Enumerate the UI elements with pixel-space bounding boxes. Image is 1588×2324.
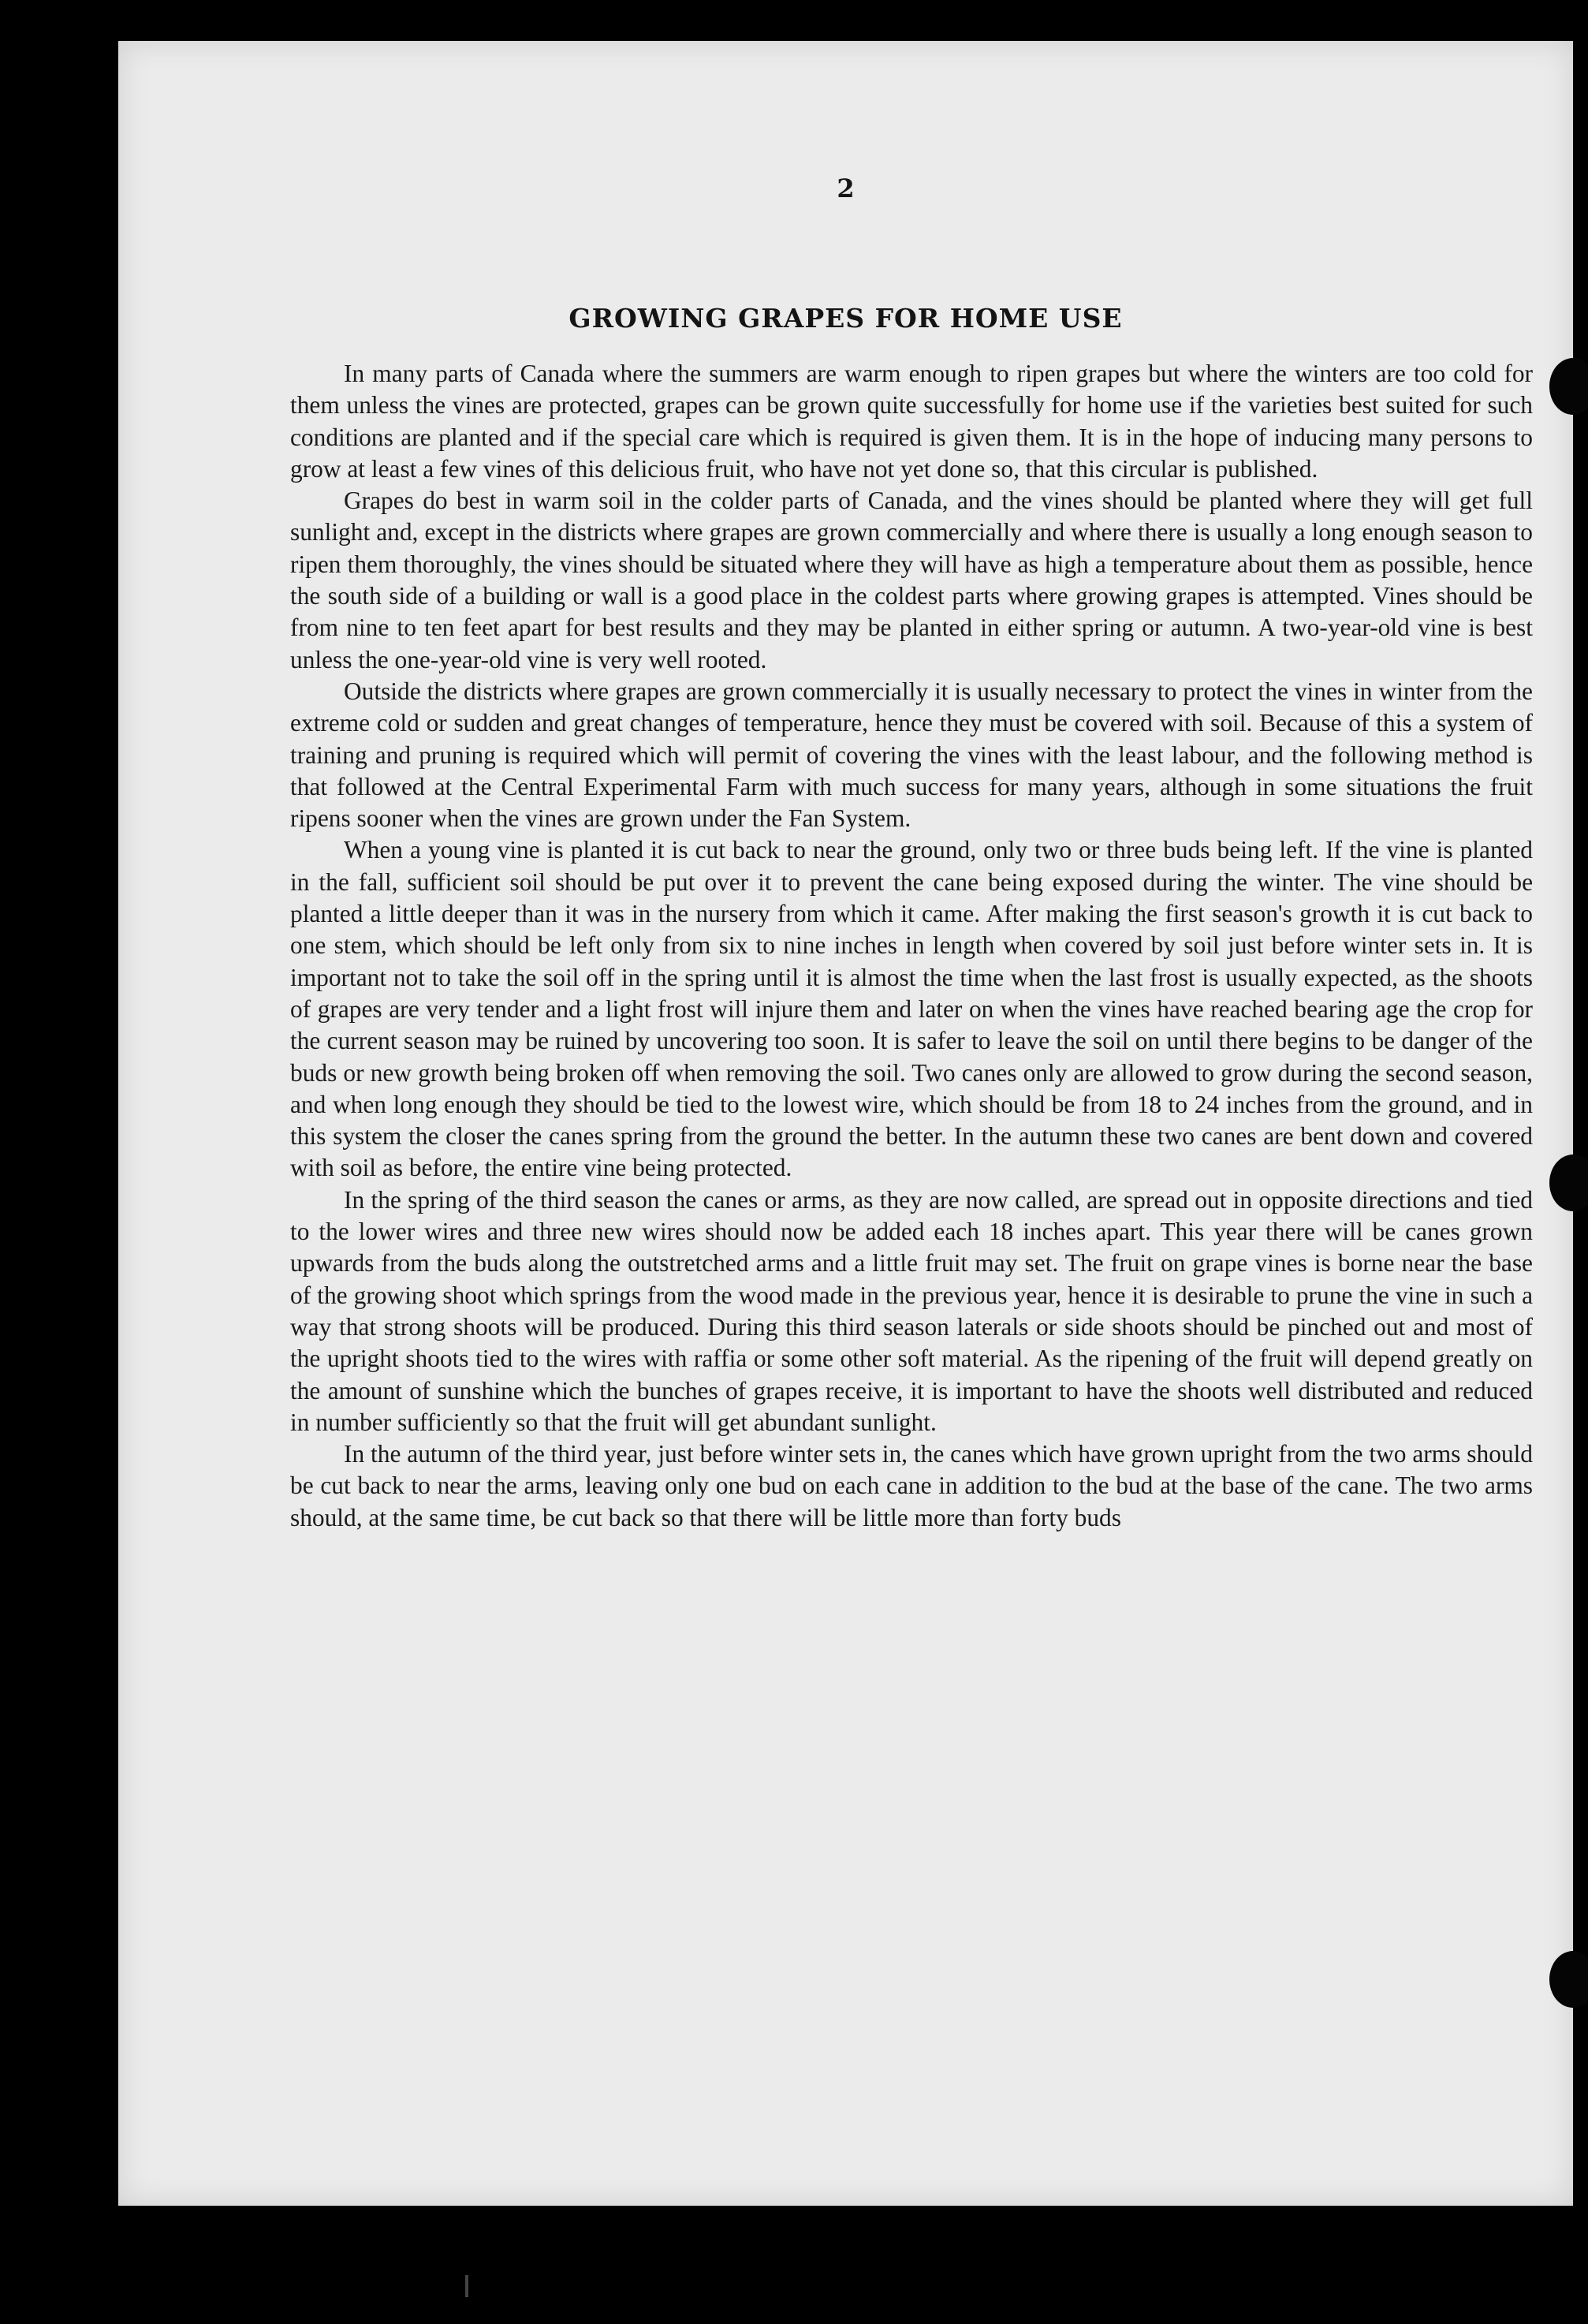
paragraph: Outside the districts where grapes are grown commercially it is usually necessary to protect the vines in winter from the extreme cold or sudden and great changes of temperature, hence they must be covered with soil. Because of this a system of training and pruning is required which will permit of covering the vines with the least labour, and the following method is that followed at the Central Experimental Farm with much success for many years, although in some situations the fruit ripens sooner when the vines are grown under the Fan System.: [290, 677, 1533, 833]
paragraph: In the spring of the third season the canes or arms, as they are now called, are spread out in opposite directions and tied to the lower wires and three new wires should now be added each 18 inches apart. This year there will be canes grown upwards from the buds along the outstretched arms and a little fruit may set. The fruit on grape vines is borne near the base of the growing shoot which springs from the wood made in the previous year, hence it is desirable to prune the vine in such a way that strong shoots will be produced. During this third season laterals or side shoots should be pinched out and most of the upright shoots tied to the wires with raffia or some other soft material. As the ripening of the fruit will depend greatly on the amount of sunshine which the bunches of grapes receive, it is important to have the shoots well distributed and reduced in number sufficiently so that the fruit will get abundant sunlight.: [290, 1185, 1533, 1436]
paragraph: In the autumn of the third year, just before winter sets in, the canes which have grown upright from the two arms should be cut back to near the arms, leaving only one bud on each cane in addition to the bud at the base of the cane. The two arms should, at the same time, be cut back so that there will be little more than forty buds: [290, 1440, 1533, 1531]
page-title: GROWING GRAPES FOR HOME USE: [568, 303, 1123, 334]
body-text: [290, 358, 1533, 1534]
punch-hole: [1549, 1951, 1588, 2008]
paragraph: Grapes do best in warm soil in the colder parts of Canada, and the vines should be planted where they will get full sunlight and, except in the districts where grapes are grown commercially and where there is usually a long enough season to ripen them thoroughly, the vines should be situated where they will have as high a temperature about them as possible, hence the south side of a building or wall is a good place in the coldest parts where growing grapes is attempted. Vines should be from nine to ten feet apart for best results and they may be planted in either spring or autumn. A two-year-old vine is best unless the one-year-old vine is very well rooted.: [290, 487, 1533, 673]
paragraph: In many parts of Canada where the summers are warm enough to ripen grapes but where the winters are too cold for them unless the vines are protected, grapes can be grown quite successfully for home use if the varieties best suited for such conditions are planted and if the special care which is required is given them. It is in the hope of inducing many persons to grow at least a few vines of this delicious fruit, who have not yet done so, that this circular is published.: [290, 360, 1533, 483]
document-page: [118, 41, 1573, 2206]
page-number: 2: [837, 173, 855, 203]
punch-hole: [1549, 358, 1588, 415]
film-scratch: [465, 2275, 468, 2297]
punch-hole: [1549, 1155, 1588, 1211]
paragraph: When a young vine is planted it is cut back to near the ground, only two or three buds being left. If the vine is planted in the fall, sufficient soil should be put over it to prevent the cane being exposed during the winter. The vine should be planted a little deeper than it was in the nursery from which it came. After making the first season's growth it is cut back to one stem, which should be left only from six to nine inches in length when covered by soil just before winter sets in. It is important not to take the soil off in the spring until it is almost the time when the last frost is usually expected, as the shoots of grapes are very tender and a light frost will injure them and later on when the vines have reached bearing age the crop for the current season may be ruined by uncovering too soon. It is safer to leave the soil on until there begins to be danger of the buds or new growth being broken off when removing the soil. Two canes only are allowed to grow during the second season, and when long enough they should be tied to the lowest wire, which should be from 18 to 24 inches from the ground, and in this system the closer the canes spring from the ground the better. In the autumn these two canes are bent down and covered with soil as before, the entire vine being protected.: [290, 836, 1533, 1182]
